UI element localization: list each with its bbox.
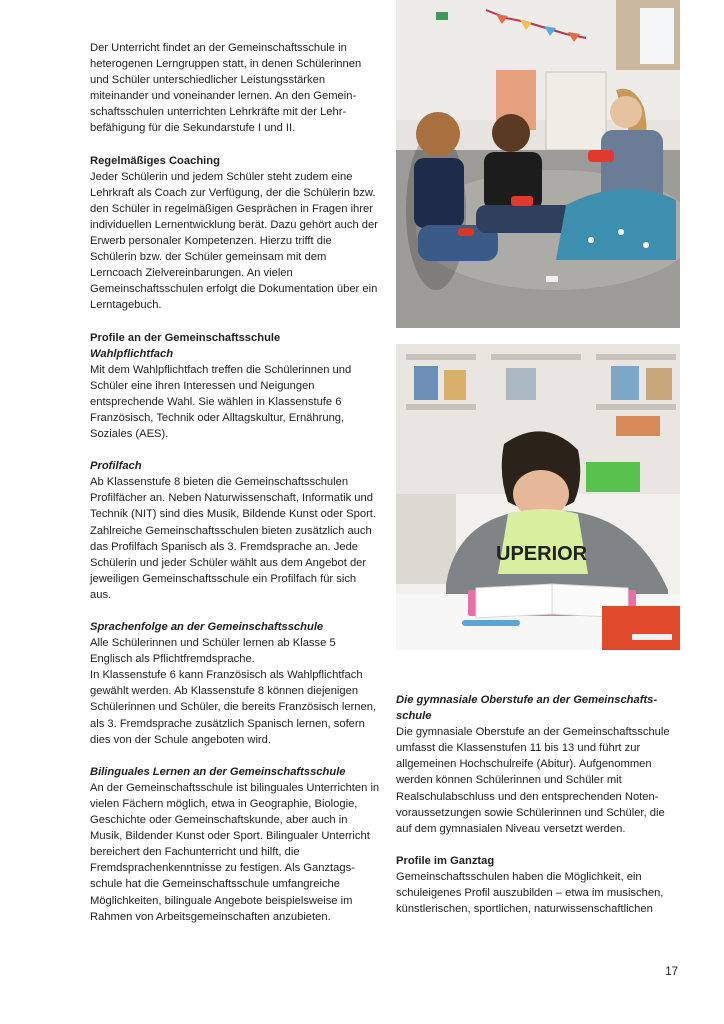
left-column xyxy=(90,40,380,925)
profile-heading: Profile an der Gemeinschaftsschule xyxy=(90,331,281,344)
photo-children-floor xyxy=(396,0,680,328)
ganztag-paragraph: Gemeinschaftsschulen haben die Möglichkeit, ein schuleigenes Profil auszubilden – etwa im musischen, künstlerischen, sportlichen, naturwissenschaftlichen xyxy=(396,870,664,916)
coaching-heading: Regelmäßiges Coaching xyxy=(90,154,220,167)
bilingual-paragraph: An der Gemeinschaftsschule ist bilinguales Unterrichten in vielen Fächern möglich, etwa in Geographie, Biologie, Geschichte oder Gemeinschaftskunde, aber auch in Musik, Bildender Kunst oder Sport. Bilingualer Unterricht bereichert den Fachunterricht und hilft, die Fremdsprachenkenntnisse zu festigen. Als Ganztagsschule hat die Gemeinschaftsschule umfangreiche Möglichkeiten, bilinguale Angebote beispielsweise im Rahmen von Arbeitsgemeinschaften anzubieten. xyxy=(90,781,380,923)
shirt-print-text: UPERIOR xyxy=(496,543,588,565)
coaching-paragraph: Jeder Schülerin und jedem Schüler steht zudem eine Lehrkraft als Coach zur Verfügung, der die Schülerin bzw. den Schüler in regelmäßigen Gesprächen in Fragen ihrer individuellen Lernentwicklung berät. Dazu gehört auch der Erwerb personaler Kompetenzen. Hierzu trifft die Schülerin bzw. der Schüler gemeinsam mit dem Lerncoach Zielvereinbarungen. An vielen Gemeinschaftsschulen erfolgt die Dokumentation über ein Lerntagebuch. xyxy=(90,170,378,312)
ganztag-heading: Profile im Ganztag xyxy=(396,854,495,867)
profilfach-heading: Profilfach xyxy=(90,460,142,473)
intro-paragraph: Der Unterricht findet an der Gemeinschaftsschule in heterogenen Lerngruppen statt, in denen Schülerinnen und Schüler unterschiedlicher Leistungsstärken miteinander und voneinander lernen. An den Gemeinschaftsschulen unterrichten Lehrkräfte mit der Lehrbefähigung für die Sekundarstufe I und II. xyxy=(90,42,362,135)
wahlpflicht-paragraph: Mit dem Wahlpflichtfach treffen die Schülerinnen und Schüler eine ihren Interessen und Neigungen entsprechende Wahl. Sie wählen in Klassenstufe 6 Französisch, Technik oder Alltagskultur, Ernährung, Soziales (AES). xyxy=(90,363,352,441)
wahlpflicht-heading: Wahlpflichtfach xyxy=(90,347,174,360)
profilfach-paragraph: Ab Klassenstufe 8 bieten die Gemeinschaftsschulen Profilfächer an. Neben Naturwissenschaft, Informatik und Technik (NIT) sind dies Musik, Bildende Kunst oder Sport. Zahlreiche Gemeinschaftsschulen bieten zusätzlich auch das Profilfach Spanisch als 3. Fremdsprache an. Jede Schülerin und jeder Schüler wählt aus dem Angebot der jeweiligen Gemeinschaftsschule ein Profilfach für sich aus. xyxy=(90,476,377,601)
sprachen-paragraph-2: In Klassenstufe 6 kann Französisch als Wahlpflichtfach gewählt werden. Ab Klassenstufe 8 können diejenigen Schülerinnen und Schüler, die bereits Französisch lernen, als 3. Fremdsprache zusätzlich Spanisch lernen, sofern dies von der Schule angeboten wird. xyxy=(90,669,377,746)
photo-children-floor-drawing xyxy=(396,0,680,328)
oberstufe-heading: Die gymnasiale Oberstufe an der Gemeinschaftsschule xyxy=(396,694,658,723)
photo-boy-reading-drawing xyxy=(396,344,680,650)
sprachen-heading: Sprachenfolge an der Gemeinschaftsschule xyxy=(90,621,324,633)
page-number: 17 xyxy=(665,966,678,978)
right-column xyxy=(396,692,680,917)
bilingual-heading: Bilinguales Lernen an der Gemeinschaftsschule xyxy=(90,765,346,778)
sprachen-paragraph-1: Alle Schülerinnen und Schüler lernen ab Klasse 5 Englisch als Pflichtfremdsprache. xyxy=(90,637,336,666)
photo-boy-reading xyxy=(396,344,680,650)
oberstufe-paragraph: Die gymnasiale Oberstufe an der Gemeinschaftsschule umfasst die Klassenstufen 11 bis 13 und führt zur allgemeinen Hochschulreife (Abitur). Aufgenommen werden können Schülerinnen und Schüler mit Realschulabschluss und den entsprechenden Notenvoraussetzungen sowie Schülerinnen und Schüler, die auf dem gymnasialen Niveau versetzt werden. xyxy=(396,726,670,835)
